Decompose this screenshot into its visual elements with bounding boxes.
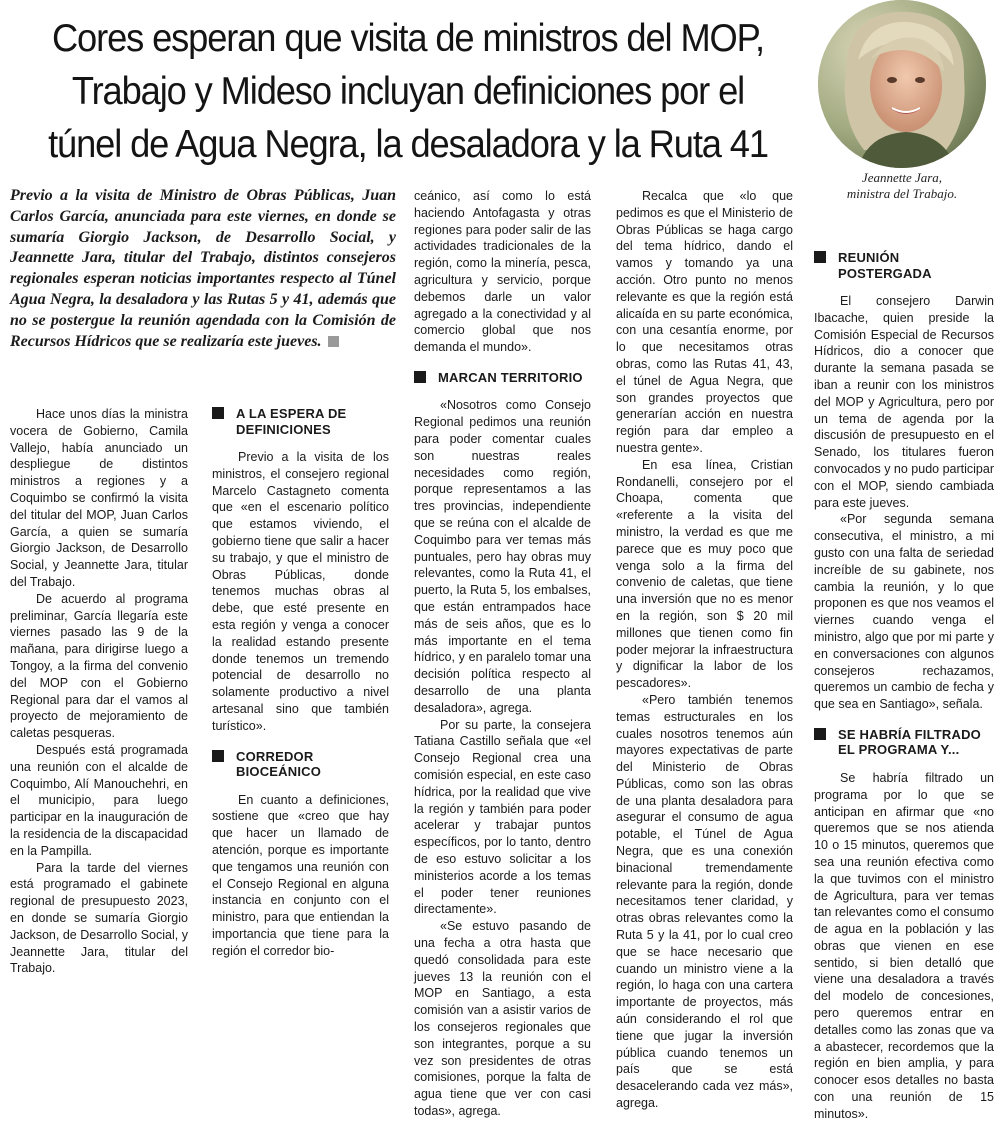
subheading bbox=[414, 370, 591, 386]
square-bullet-icon bbox=[814, 251, 826, 263]
paragraph: «Por segunda semana consecutiva, el ministro, a mi gusto con una falta de seriedad increíble de su gabinete, nos cambia la reunión, y lo que proponen es que nos veamos el viernes cuando venga el ministro, algo que por mi parte y en conversaciones con algunos consejeros rechazamos, queremos un cambio de fecha y que sea en Santiago», señala. bbox=[814, 512, 994, 712]
headline bbox=[45, 12, 770, 171]
column-4 bbox=[616, 188, 793, 1112]
column-2 bbox=[212, 406, 389, 960]
paragraph: Se habría filtrado un programa por lo que se anticipan en afirmar que «no queremos que se nos atienda 10 o 15 minutos, queremos que sea una reunión efectiva como la que tuvimos con el ministro de Agricultura, para ver temas tan relevantes como el consumo de agua en la población y las obras que vienen en ese sentido, si bien detalló que viene una desaladora a través del modelo de concesiones, pero queremos entrar en detalles como las zonas que va a abastecer, recordemos que la región en bien amplia, y para conocer esos detalles no basta con una reunión de 15 minutos». bbox=[814, 770, 994, 1121]
square-bullet-icon bbox=[212, 750, 224, 762]
paragraph: En cuanto a definiciones, sostiene que «creo que hay que hacer un llamado de atención, porque es importante que tengamos una reunión con el Consejo Regional en alguna instancia en conjunto con el ministro, para que entiendan la importancia que tiene para la región el corredor bio- bbox=[212, 792, 389, 958]
column-5 bbox=[814, 250, 994, 1123]
subheading-text: A LA ESPERA DE DEFINICIONES bbox=[236, 406, 347, 437]
end-square-mark bbox=[328, 336, 339, 347]
headline-line-3: túnel de Agua Negra, la desaladora y la Ruta 41 bbox=[48, 123, 768, 166]
square-bullet-icon bbox=[414, 371, 426, 383]
subheading-text: SE HABRÍA FILTRADO EL PROGRAMA Y... bbox=[838, 726, 981, 758]
square-bullet-icon bbox=[212, 407, 224, 419]
paragraph: ceánico, así como lo está haciendo Antofagasta y otras regiones para poder salir de las actividades tradicionales de la región, como la minería, pesca, agricultura y servicio, porque debemos darle un valor agregado a la conectividad y al comercio global que nos demanda el mundo». bbox=[414, 189, 591, 355]
paragraph: «Pero también tenemos temas estructurales en los cuales nosotros tenemos aún mayores expectativas de parte del Ministerio de Obras Públicas, como son las obras de una planta desaladora para asegurar el consumo de agua potable, el Túnel de Agua Negra, que es una conexión binacional tremendamente relevante para la región, donde necesitamos tener claridad, y otras obras relevantes como la Ruta 5 y la 41, por lo cual creo que se hace necesario que cuando un ministro viene a la región, lo haga con una cartera importante de proyectos, más aún considerando el rol que tiene que jugar la inversión pública cuando tenemos un país que se está desacelerando cada vez más», agrega. bbox=[616, 692, 793, 1111]
column-1 bbox=[10, 406, 188, 977]
portrait-photo bbox=[818, 0, 986, 168]
subheading bbox=[814, 250, 994, 281]
subheading-text: REUNIÓN POSTERGADA bbox=[838, 250, 932, 281]
subheading bbox=[212, 406, 389, 437]
lead-text: Previo a la visita de Ministro de Obras Públicas, Juan Carlos García, anunciada para este viernes, en donde se sumaría Giorgio Jackson, de Desarrollo Social, y Jeannette Jara, titular del Trabajo, distintos consejeros regionales esperan noticias importantes respecto al Túnel Agua Negra, la desaladora y las Rutas 5 y 41, además que no se postergue la reunión agendada con la Comisión de Recursos Hídricos que se realizaría este jueves. bbox=[10, 187, 396, 350]
lead-paragraph bbox=[10, 186, 396, 352]
paragraph: Para la tarde del viernes está programado el gabinete regional de presupuesto 2023, en donde se sumaría Giorgio Jackson, de Desarrollo Social, y Jeannette Jara, titular del Trabajo. bbox=[10, 860, 188, 976]
headline-line-2: Trabajo y Mideso incluyan definiciones por el bbox=[71, 70, 745, 113]
paragraph: Por su parte, la consejera Tatiana Castillo señala que «el Consejo Regional crea una comisión especial, en este caso hídrica, por la realidad que vive la región y también para poder acelerar y trabajar puntos específicos, por lo tanto, dentro de eso estuvo solicitar a los ministerios acorde a los temas el poder tener reuniones directamente». bbox=[414, 717, 591, 917]
subheading bbox=[814, 727, 994, 758]
paragraph: Hace unos días la ministra vocera de Gobierno, Camila Vallejo, había anunciado un despliegue de distintos ministros a regiones y a Coquimbo se confirmó la visita del titular del MOP, Juan Carlos García, a quien se sumaría Giorgio Jackson, de Desarrollo Social, y Jeannette Jara, titular del Trabajo. bbox=[10, 407, 188, 589]
paragraph: En esa línea, Cristian Rondanelli, consejero por el Choapa, comenta que «referente a la visita del ministro, la verdad es que me parece que es muy poco que venga solo a la firma del convenio de caletas, que tiene una inversión que no es menor en la región, son $ 20 mil millones que tienen como fin poder mejorar la infraestructura y dignificar la labor de los pescadores». bbox=[616, 457, 793, 691]
subheading bbox=[212, 749, 389, 780]
photo-caption bbox=[818, 170, 986, 202]
portrait-illustration bbox=[818, 0, 986, 168]
caption-role: ministra del Trabajo. bbox=[846, 186, 958, 201]
paragraph: «Se estuvo pasando de una fecha a otra hasta que quedó consolidada para este jueves 13 la reunión con el MOP en Santiago, a esta comisión van a asistir varios de los consejeros regionales que son integrantes, porque a su vez son presidentes de otras comisiones, porque la falta de agua tiene que ver con casi todas», agrega. bbox=[414, 919, 591, 1118]
square-bullet-icon bbox=[814, 728, 826, 740]
caption-name: Jeannette Jara, bbox=[861, 170, 943, 185]
subheading-text: CORREDOR BIOCEÁNICO bbox=[236, 748, 322, 780]
paragraph: Después está programada una reunión con el alcalde de Coquimbo, Alí Manouchehri, en el municipio, para luego participar en la inauguración de la residencia de la discapacidad en la Pampilla. bbox=[10, 742, 188, 858]
paragraph: De acuerdo al programa preliminar, García llegaría este viernes pasado las 9 de la mañana, para dirigirse luego a Tongoy, a la firma del convenio del MOP con el Gobierno Regional para dar el vamos al proyecto de mejoramiento de caletas pesqueras. bbox=[10, 591, 188, 741]
headline-line-1: Cores esperan que visita de ministros del MOP, bbox=[51, 17, 765, 60]
paragraph: Recalca que «lo que pedimos es que el Ministerio de Obras Públicas se haga cargo del tema hídrico, dando el vamos y tomando ya una acción. Otro punto no menos relevante es que la región está alicaída en su parte económica, con una cesantía enorme, por lo que necesitamos otras obras, como las Rutas 41, 43, el túnel de Agua Negra, que son grandes proyectos que generarían acción en nuestra región para dar empleo a nuestra gente». bbox=[616, 189, 793, 455]
subheading-text: MARCAN TERRITORIO bbox=[438, 369, 583, 385]
paragraph: Previo a la visita de los ministros, el consejero regional Marcelo Castagneto comenta que «en el escenario político que estamos viviendo, el gobierno tiene que salir a hacer su trabajo, y que el ministro de Obras Públicas, donde tenemos muchas obras al debe, que esté presente en esta región y venga a conocer la realidad estando presente donde tenemos un tremendo potencial de desarrollo no solamente productivo a nivel artesanal sino que también turístico». bbox=[212, 450, 389, 733]
paragraph: «Nosotros como Consejo Regional pedimos una reunión para poder comentar cuales son nuestras reales necesidades como región, porque representamos a las tres provincias, independiente que se reúna con el alcalde de Coquimbo para ver temas más puntuales, pero hay obras muy relevantes, como la Ruta 41, el puerto, la Ruta 5, los embalses, que están entrampados hace más de seis años, que es lo más importante en el tema hídrico, y en paralelo tomar una decisión política respecto al desarrollo de una planta desaladora», agrega. bbox=[414, 398, 591, 715]
paragraph: El consejero Darwin Ibacache, quien preside la Comisión Especial de Recursos Hídricos, dio a conocer que durante la semana pasada se iban a reunir con los ministros del MOP y Agricultura, pero por un tema de agenda por la discusión de presupuesto en el Senado, los titulares fueron convocados y no pudo participar con el MOP, siendo cambiada para este jueves. bbox=[814, 294, 994, 510]
column-3 bbox=[414, 188, 591, 1120]
